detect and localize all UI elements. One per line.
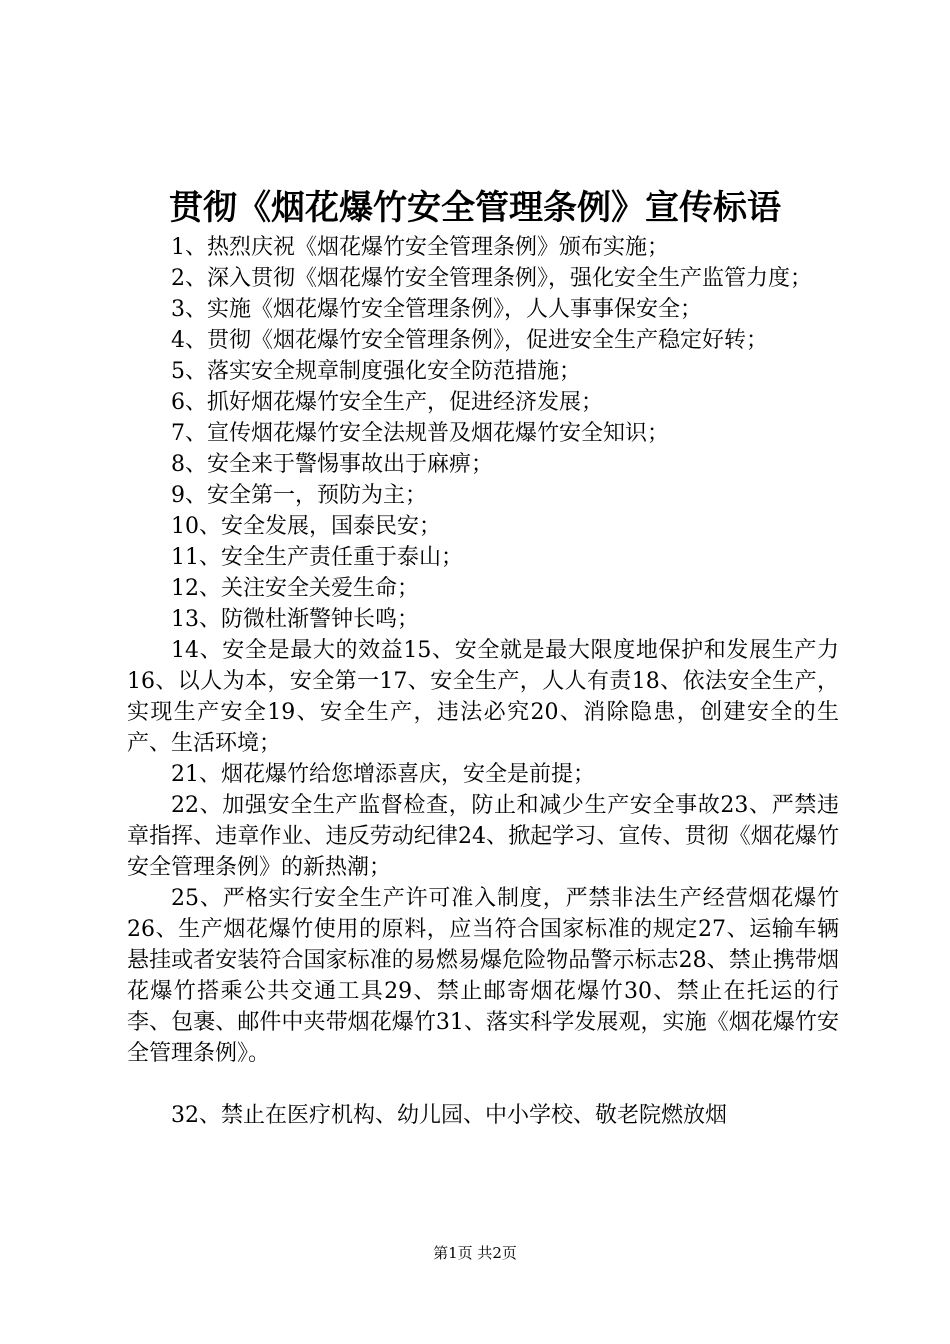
slogan-paragraph: 12、关注安全关爱生命；	[171, 576, 419, 601]
slogan-paragraph: 5、落实安全规章制度强化安全防范措施；	[171, 359, 581, 384]
document-title: 贯彻《烟花爆竹安全管理条例》宣传标语	[169, 188, 781, 228]
slogan-paragraph: 21、烟花爆竹给您增添喜庆，安全是前提；	[171, 762, 595, 787]
slogan-paragraph: 13、防微杜渐警钟长鸣；	[171, 607, 419, 632]
slogan-paragraph: 22、加强安全生产监督检查，防止和减少生产安全事故23、严禁违章指挥、违章作业、违反劳动纪律24、掀起学习、宣传、贯彻《烟花爆竹安全管理条例》的新热潮；	[127, 793, 839, 880]
slogan-paragraph: 32、禁止在医疗机构、幼儿园、中小学校、敬老院燃放烟	[171, 1103, 727, 1128]
slogan-paragraph: 11、安全生产责任重于泰山；	[171, 545, 463, 570]
slogan-paragraph: 8、安全来于警惕事故出于麻痹；	[171, 452, 493, 477]
slogan-paragraph: 1、热烈庆祝《烟花爆竹安全管理条例》颁布实施；	[171, 235, 669, 260]
slogan-paragraph: 9、安全第一，预防为主；	[171, 483, 427, 508]
slogan-paragraph: 2、深入贯彻《烟花爆竹安全管理条例》，强化安全生产监管力度；	[171, 266, 812, 291]
document-body	[127, 232, 839, 1131]
slogan-paragraph: 10、安全发展，国泰民安；	[171, 514, 441, 539]
page-number: 第1页 共2页	[433, 1244, 517, 1262]
slogan-paragraph: 7、宣传烟花爆竹安全法规普及烟花爆竹安全知识；	[171, 421, 669, 446]
slogan-paragraph: 3、实施《烟花爆竹安全管理条例》，人人事事保安全；	[171, 297, 702, 322]
slogan-paragraph: 25、严格实行安全生产许可准入制度，严禁非法生产经营烟花爆竹26、生产烟花爆竹使用的原料，应当符合国家标准的规定27、运输车辆悬挂或者安装符合国家标准的易燃易爆危险物品警示标志28、禁止携带烟花爆竹搭乘公共交通工具29、禁止邮寄烟花爆竹30、禁止在托运的行李、包裹、邮件中夹带烟花爆竹31、落实科学发展观，实施《烟花爆竹安全管理条例》。	[127, 886, 839, 1066]
slogan-paragraph: 6、抓好烟花爆竹安全生产，促进经济发展；	[171, 390, 603, 415]
slogan-paragraph: 4、贯彻《烟花爆竹安全管理条例》，促进安全生产稳定好转；	[171, 328, 768, 353]
slogan-paragraph: 14、安全是最大的效益15、安全就是最大限度地保护和发展生产力16、以人为本，安全第一17、安全生产，人人有责18、依法安全生产，实现生产安全19、安全生产，违法必究20、消除隐患，创建安全的生产、生活环境；	[127, 638, 839, 756]
